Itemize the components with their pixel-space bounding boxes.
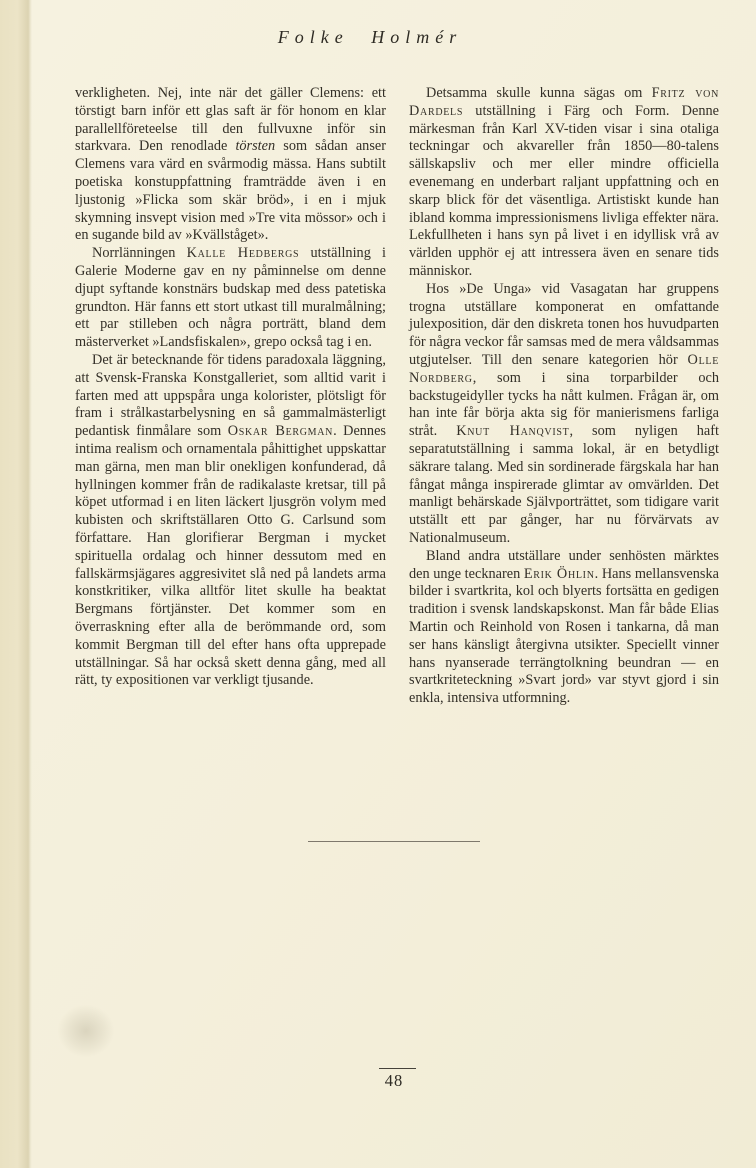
page-title: Folke Holmér (277, 27, 463, 47)
paragraph (409, 281, 719, 548)
artist-name: Olle Nordberg (409, 351, 719, 386)
column-right (409, 85, 719, 708)
text-segment: som sådan anser Clemens vara värd en svårmodig mässa. Hans subtilt poetiska konstuppfattning framträdde även i en ljustonig »Flicka som skär bröd», i en i mjuk skymning insvept vision med »Tre vita mössor» och i en sugande bild av »Kvällståget». (75, 138, 386, 244)
artist-name: Knut Hanqvist (456, 423, 570, 440)
paper-smudge (58, 1005, 114, 1057)
text-segment: . Dennes intima realism och ornamentala påhittighet uppskattar man gärna, men man blir onekligen konfunderad, då hyllningen kommer från de radikalaste kretsar, till på köpet utformad i en liten läckert ljusgrön volym med kubisten och skriftställaren Otto G. Carlsund som författare. Han glorifierar Bergman i mycket spirituella ordalag och hinner dessutom med en fallskärmsjägares aggresivitet slå ned på landets arma konstkritiker, vilka alltför litet skulle ha beaktat Bergmans förtjänster. Det kommer som en överraskning efter alla de berömmande ord, som kommit Bergman till del efter hans ofta upprepade utställningar. Så har också skett denna gång, med all rätt, ty expositionen var verkligt tjusande. (75, 423, 386, 689)
text-segment: verkligheten. Nej, inte när det gäller Clemens: ett törstigt barn inför ett glas saft är för honom en klar parallellföreteelse till den fullvuxne inför sin starkvara. Den renodlade (75, 85, 386, 155)
paragraph (409, 548, 719, 708)
paragraph (75, 352, 386, 690)
artist-name: Kalle Hedbergs (186, 245, 300, 262)
text-segment: utställning i Galerie Moderne gav en ny påminnelse om denne djupt syftande konstnärs budskap med dess patetiska grundton. Här fanns ett stort utkast till muralmålning; ett par stilleben och några porträtt, bland dem mästerverket »Landsfiskalen», grepo också tag i en. (75, 245, 386, 351)
text-segment: Hos »De Unga» vid Vasagatan har gruppens trogna utställare komponerat en omfattande julexposition, där den diskreta tonen hos huvudparten för några veckor får samsas med de mera våldsammas utgjutelser. Till den senare kategorien hör (409, 280, 719, 368)
text-segment: utställning i Färg och Form. Denne märkesman från Karl XV-tiden visar i sina otaliga teckningar och akvareller från 1850—80-talens sällskapsliv och mer eller mindre officiella evenemang en underbart raljant uppfattning och en skarp blick för det väsentliga. Artistiskt kunde han ibland komma impressionismens livliga effekter nära. Lekfullheten i hans syn på livet i en idyllisk vrå av världen upphör ej att intressera även en senare tids människor. (409, 102, 719, 279)
text-segment: , som i sina torparbilder och backstugeidyller tycks ha nått kulmen. Frågan är, om han inte får börja akta sig för manierismens farliga stråt. (409, 369, 719, 440)
column-left (75, 85, 386, 690)
section-divider-rule (308, 841, 480, 842)
paragraph (75, 85, 386, 245)
text-segment: Detsamma skulle kunna sägas om (426, 85, 652, 101)
text-segment: , som nyligen haft separatutställning i samma lokal, är en betydligt säkrare talang. Med sin sordinerade färgskala har han fångat många inspirerade glimtar av omvärlden. Det manligt behärskade Självporträttet, som tidigare varit utställt ett par gånger, har nu förvärvats av Nationalmuseum. (409, 423, 720, 546)
page-edge-shadow (0, 0, 32, 1168)
text-segment: . Hans mellansvenska bilder i svartkrita, kol och blyerts fortsätta en gedigen tradition i svensk landskapskonst. Man får både Elias Martin och Reinhold von Rosen i tankarna, då man ser hans känsligt återgivna utsikter. Speciellt vinner hans nyanserade terrängtolkning beundran — en svartkriteteckning »Svart jord» var styvt gjord i sin enkla, intensiva utformning. (409, 565, 719, 707)
artist-name: Fritz von Dardels (409, 85, 719, 119)
artist-name: Oskar Bergman (227, 423, 334, 440)
artist-name: Erik Öhlin (523, 565, 595, 582)
text-segment: Bland andra utställare under senhösten märktes den unge tecknaren (409, 547, 719, 582)
text-segment: törsten (235, 138, 276, 155)
paragraph (409, 85, 719, 281)
text-segment: Det är betecknande för tidens paradoxala läggning, att Svensk-Franska Konstgalleriet, som alltid varit i farten med att uppspåra unga kolorister, plötsligt för fram i strålkastarbelysning en så gammalmästerligt pedantisk finmålare som (75, 351, 386, 440)
page-number: 48 (384, 1071, 404, 1090)
paragraph (75, 245, 386, 352)
page-number-rule (379, 1068, 416, 1069)
text-segment: Norrlänningen (92, 245, 187, 262)
